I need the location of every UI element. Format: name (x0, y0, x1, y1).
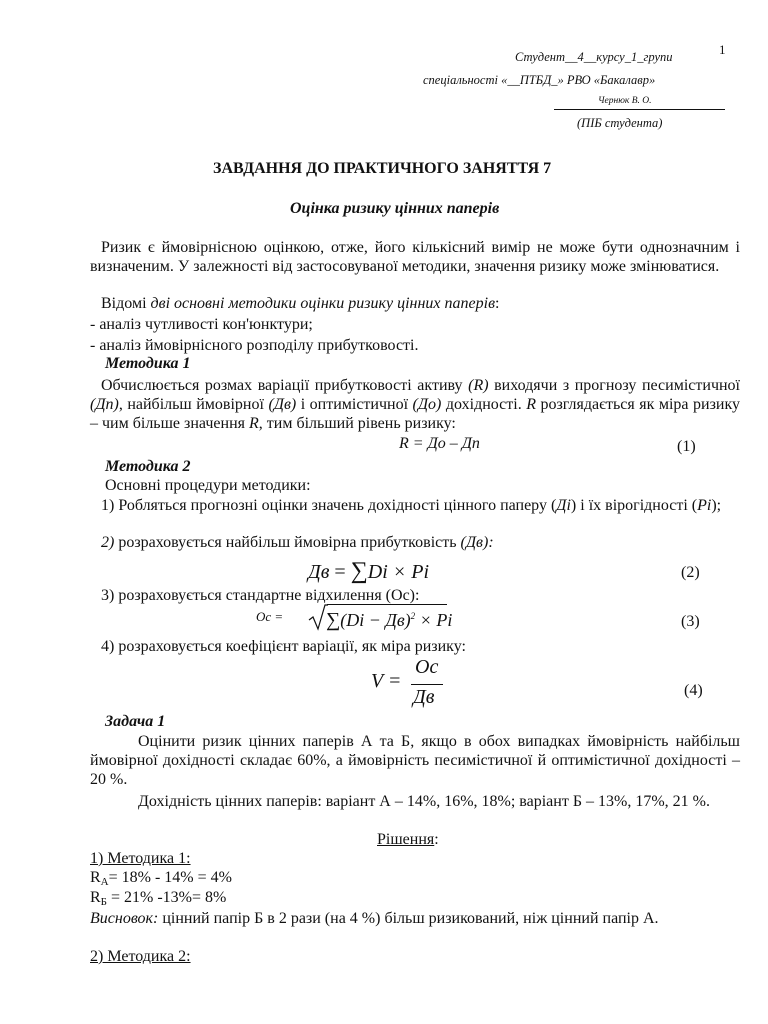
method1-label: 1) Методика 1: (90, 850, 191, 867)
method2-heading: Методика 2 (105, 458, 191, 475)
solution-heading: Рішення: (377, 831, 439, 848)
formula-3: Ос = (256, 609, 284, 624)
task1-condition: Оцінити ризик цінних паперів А та Б, якщо в обох випадках ймовірність найбільш ймовірної дохідності складає 60%, а ймовірність песимістичної й оптимістичної дохідності – 20 %. (90, 733, 740, 788)
formula-3-radicand: ∑(Di − Дв)$^2$ × Pi (326, 609, 453, 631)
task1-returns: Дохідність цінних паперів: варіант А – 14%, 16%, 18%; варіант Б – 13%, 17%, 21 %. (138, 793, 711, 810)
ra-calculation: $R_А= 18\% - 14\% = 4\%$ (90, 869, 232, 888)
sum-symbol: ∑ (326, 609, 341, 631)
rb-calculation: $R_Б = 21\%$ -13%= 8% (90, 889, 227, 908)
method2-intro: Основні процедури методики: (105, 477, 311, 494)
method2-step3: 3) розраховується стандартне відхилення (Ос): (101, 587, 420, 604)
method1-paragraph: Обчислюється розмах варіації прибутковості активу (R) виходячи з прогнозу песимістичної (Дп), найбільш ймовірної (Дв) і оптимістичної (До) дохідності. R розглядається як міра ризику – чим більше значення R, тим більший рівень ризику: (90, 377, 741, 432)
formula-2-number: (2) (681, 564, 700, 581)
intro-paragraph: Ризик є ймовірнісною оцінкою, отже, його кількісний вимір не може бути однозначним і визначеним. У залежності від застосовуваної методики, значення ризику може змінюватися. (90, 239, 740, 275)
student-course-line: Студент__4__курсу_1_групи (515, 50, 673, 64)
page-title: ЗАВДАННЯ ДО ПРАКТИЧНОГО ЗАНЯТТЯ 7 (213, 160, 552, 177)
specialty-line: спеціальності «__ПТБД_» РВО «Бакалавр» (423, 73, 656, 87)
formula-1: R = До – Дп (399, 435, 480, 452)
method-list-item: - аналіз ймовірнісного розподілу прибутковості. (90, 337, 419, 354)
fraction-bar (411, 684, 443, 685)
name-caption: (ПІБ студента) (577, 116, 663, 130)
formula-3-number: (3) (681, 613, 700, 630)
conclusion: Висновок: цінний папір Б в 2 рази (на 4 %) більш ризикований, ніж цінний папір А. (90, 910, 659, 927)
page-number: 1 (719, 42, 726, 57)
formula-4-numerator: Oc (415, 656, 439, 678)
formula-1-number: (1) (677, 438, 696, 455)
method1-heading: Методика 1 (105, 355, 191, 372)
intro-methods-line: Відомі дві основні методики оцінки ризику цінних паперів: (101, 295, 500, 312)
task1-heading: Задача 1 (105, 713, 166, 730)
formula-4-number: (4) (684, 682, 703, 699)
student-name: Чернюк В. О. (598, 96, 652, 106)
method2-step2: 2) розраховується найбільш ймовірна прибутковість (Дв): (101, 534, 494, 551)
method2-step1: 1) Робляться прогнозні оцінки значень дохідності цінного паперу (Ді) і їх вірогідності (Pi); (101, 497, 722, 514)
sum-symbol: ∑ (350, 558, 368, 584)
method-list-item: - аналіз чутливості кон'юнктури; (90, 316, 313, 333)
method2-step4: 4) розраховується коефіцієнт варіації, як міра ризику: (101, 638, 466, 655)
page-subtitle: Оцінка ризику цінних паперів (290, 200, 500, 217)
sqrt-bar (327, 604, 447, 605)
name-underline (554, 109, 725, 110)
formula-2: Дв = ∑Di × Pi (308, 558, 430, 584)
method2-label: 2) Методика 2: (90, 948, 191, 965)
formula-4-lhs: V = (371, 670, 402, 692)
sqrt-symbol (308, 603, 328, 633)
formula-4-denominator: Дв (413, 686, 435, 708)
